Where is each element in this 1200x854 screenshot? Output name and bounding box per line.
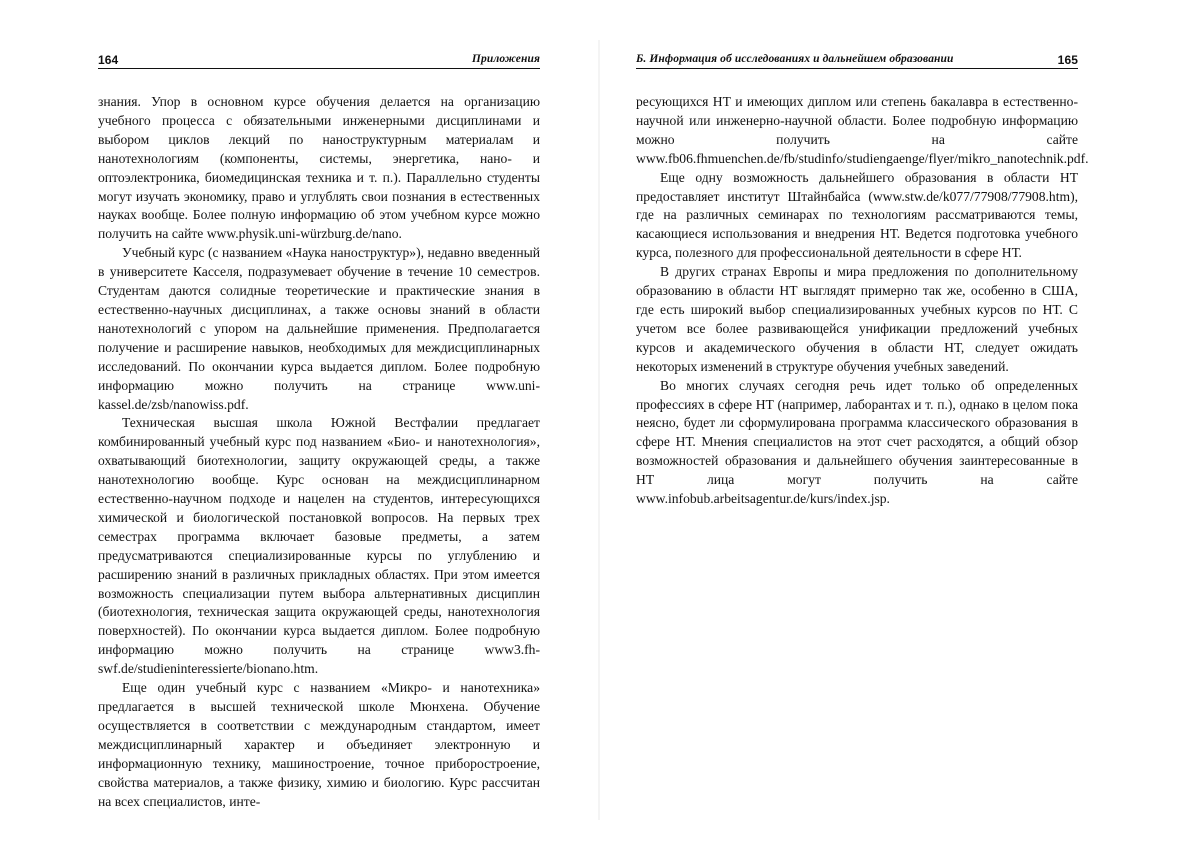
paragraph: Учебный курс (с названием «Наука наноструктур»), недавно введенный в университете Касселя, подразумевает обучение в течение 10 семестров. Студентам даются солидные теоретические и практические знания в естественно-научных дисциплинах, а также основы знаний в области нанотехнологий с упором на дальнейшие применения. Предполагается получение и расширение навыков, необходимых для междисциплинарных исследований. По окончании курса выдается диплом. Более подробную информацию можно получить на странице www.uni-kassel.de/zsb/nanowiss.pdf.	[98, 245, 540, 412]
paragraph: Техническая высшая школа Южной Вестфалии предлагает комбинированный учебный курс под названием «Био- и нанотехнология», охватывающий биотехнологии, защиту окружающей среды, а также нанотехнологию вообще. Курс основан на междисциплинарном естественно-научном подходе и нацелен на студентов, интересующихся химической и биологической постановкой вопросов. На первых трех семестрах программа включает базовые предметы, а затем предусматриваются специализированные курсы по углублению и расширению знаний в различных прикладных областях. При этом имеется возможность специализации путем выбора альтернативных дисциплин (биотехнология, техническая защита окружающей среды, нанотехнология поверхностей). По окончании курса выдается диплом. Более подробную информацию можно получить на странице www3.fh-swf.de/studieninteressierte/bionano.htm.	[98, 415, 540, 677]
running-head-right	[636, 52, 1078, 69]
paragraph: ресующихся НТ и имеющих диплом или степень бакалавра в естественно-научной или инженерно-научной области. Более подробную информацию можно получить на сайте www.fb06.fhmuenchen.de/fb/studinfo/studiengaenge/flyer/mikro_nanotechnik.pdf.	[636, 94, 1089, 166]
left-page	[98, 52, 540, 811]
paragraph: Во многих случаях сегодня речь идет только об определенных профессиях в сфере НТ (например, лаборантах и т. п.), однако в целом пока неясно, будет ли сформулирована программа классического образования в сфере НТ. Мнения специалистов на этот счет расходятся, а общий обзор возможностей образования и дальнейшего обучения заинтересованные в НТ лица могут получить на сайте www.infobub.arbeitsagentur.de/kurs/index.jsp.	[636, 377, 1078, 507]
page-number: 164	[98, 53, 119, 67]
paragraph: В других странах Европы и мира предложения по дополнительному образованию в области НТ выглядят примерно так же, особенно в США, где есть широкий выбор специализированных учебных курсов по НТ. С учетом все более развивающейся унификации предложений учебных курсов и академического обучения в области НТ, следует ожидать некоторых изменений в структуре обучения учебных заведений.	[636, 264, 1078, 374]
running-title: Приложения	[471, 53, 540, 65]
gutter	[598, 40, 600, 820]
right-page	[636, 52, 1089, 509]
paragraph: Еще одну возможность дальнейшего образования в области НТ предоставляет институт Штайнбайса (www.stw.de/k077/77908/77908.htm), где на различных семинарах по технологиям рассматриваются темы, касающиеся использования и внедрения НТ. Ведется подготовка учебного курса, полезного для профессиональной деятельности в сфере НТ.	[636, 169, 1078, 261]
running-head-left	[98, 52, 540, 69]
page-number: 165	[1057, 53, 1078, 67]
right-page-body	[636, 93, 1089, 509]
paragraph: знания. Упор в основном курсе обучения делается на организацию учебного процесса с обязательными инженерными дисциплинами и выбором циклов лекций по наноструктурным материалам и нанотехнологиям (компоненты, системы, энергетика, нано- и оптоэлектроника, биомедицинская техника и т. п.). Параллельно студенты могут изучать экономику, право и углублять свои познания в естественных науках вообще. Более полную информацию об этом учебном курсе можно получить на сайте www.physik.uni-würzburg.de/nano.	[98, 94, 540, 242]
left-page-body	[98, 93, 540, 811]
running-title: Б. Информация об исследованиях и дальнейшем образовании	[636, 53, 954, 65]
paragraph: Еще один учебный курс с названием «Микро- и нанотехника» предлагается в высшей технической школе Мюнхена. Обучение осуществляется в соответствии с международным стандартом, имеет междисциплинарный характер и объединяет электронную и информационную технику, машиностроение, точное приборостроение, свойства материалов, а также физику, химию и биологию. Курс рассчитан на всех специалистов, инте-	[98, 680, 540, 809]
